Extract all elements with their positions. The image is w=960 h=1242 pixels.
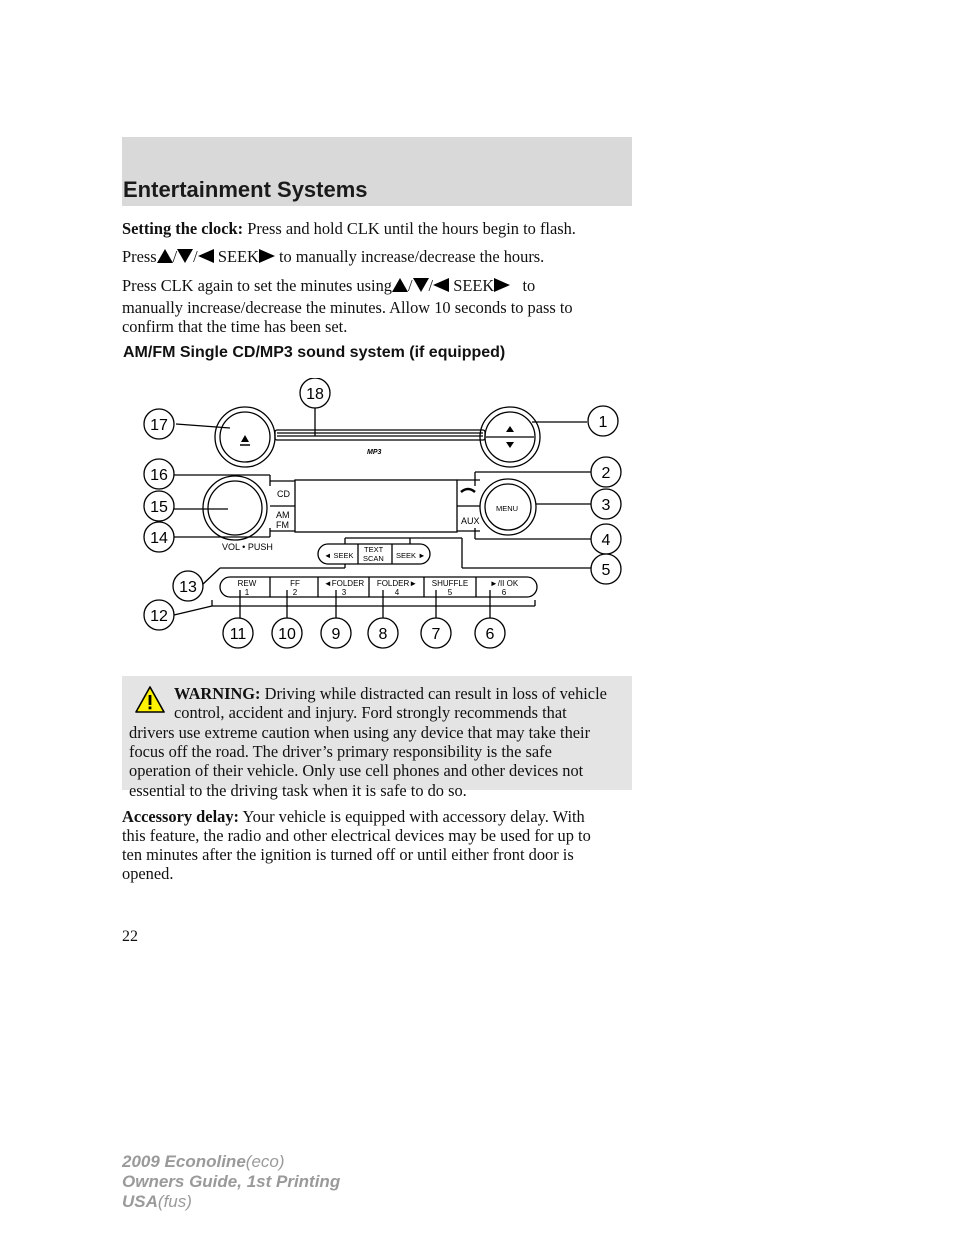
- preset-5-name: SHUFFLE: [431, 579, 469, 588]
- svg-text:3: 3: [601, 497, 611, 514]
- slash: /: [407, 276, 413, 295]
- svg-text:13: 13: [179, 579, 197, 596]
- footer-line2: Owners Guide, 1st Printing: [122, 1172, 341, 1191]
- svg-text:9: 9: [331, 626, 341, 643]
- preset-1-num: 1: [244, 588, 250, 597]
- svg-text:18: 18: [306, 386, 324, 403]
- clock-line5: confirm that the time has been set.: [122, 317, 348, 336]
- clock-line3-to: to: [522, 276, 536, 295]
- preset-3-name: ◄FOLDER: [323, 579, 365, 588]
- svg-text:7: 7: [431, 626, 441, 643]
- callout-8: [368, 618, 398, 648]
- svg-text:15: 15: [150, 499, 168, 516]
- seek-right-label: SEEK ►: [396, 551, 426, 560]
- preset-4-name: FOLDER►: [376, 579, 418, 588]
- eject-icon: [241, 435, 249, 442]
- clock-line2-text: to manually increase/decrease the hours.: [278, 247, 545, 266]
- clock-label: Setting the clock:: [122, 219, 244, 238]
- footer-model: 2009 Econoline: [122, 1152, 246, 1171]
- svg-text:17: 17: [150, 417, 168, 434]
- clock-line3-text: Press CLK again to set the minutes using: [122, 276, 392, 295]
- svg-text:6: 6: [485, 626, 495, 643]
- radio-diagram: [140, 378, 630, 668]
- clock-paragraph-line1: [122, 218, 576, 239]
- down-arrow-icon: [506, 442, 514, 448]
- cd-label: CD: [277, 489, 290, 499]
- warning-label: WARNING:: [174, 684, 261, 703]
- preset-5-num: 5: [447, 588, 453, 597]
- callout-15: [144, 491, 174, 521]
- right-arrow-icon: [494, 278, 510, 292]
- accessory-line3: ten minutes after the ignition is turned off or until either front door is: [122, 845, 574, 864]
- preset-6-name: ►/II OK: [489, 579, 519, 588]
- am-label: AM: [276, 510, 290, 520]
- clock-paragraph-line3: [122, 275, 535, 296]
- callout-4: [591, 524, 621, 554]
- svg-text:12: 12: [150, 608, 168, 625]
- section-title: AM/FM Single CD/MP3 sound system (if equipped): [123, 344, 506, 361]
- footer-model-code: (eco): [245, 1152, 285, 1171]
- preset-2-num: 2: [292, 588, 298, 597]
- clock-line1-text: Press and hold CLK until the hours begin to flash.: [247, 219, 576, 238]
- down-arrow-icon: [177, 249, 193, 263]
- svg-text:4: 4: [601, 532, 611, 549]
- callout-12: [144, 600, 174, 630]
- callout-5: [591, 554, 621, 584]
- clock-line2-seek: SEEK: [217, 247, 259, 266]
- mp3-label: MP3: [367, 449, 382, 456]
- preset-4-num: 4: [394, 588, 400, 597]
- warning-line2: control, accident and injury. Ford strongly recommends that: [174, 703, 567, 722]
- warning-line1-text: Driving while distracted can result in loss of vehicle: [264, 684, 607, 703]
- callout-16: [144, 459, 174, 489]
- scan-label: SCAN: [363, 554, 384, 563]
- accessory-line1-text: Your vehicle is equipped with accessory delay. With: [242, 807, 585, 826]
- menu-label: MENU: [496, 504, 519, 513]
- svg-text:11: 11: [229, 626, 247, 643]
- page-number: 22: [122, 928, 138, 945]
- svg-text:5: 5: [601, 562, 611, 579]
- warning-icon: [135, 686, 165, 713]
- warning-line6: essential to the driving task when it is safe to do so.: [129, 781, 467, 800]
- right-arrow-icon: [259, 249, 275, 263]
- svg-text:16: 16: [150, 467, 168, 484]
- warning-line1: [174, 683, 607, 704]
- preset-6-num: 6: [501, 588, 507, 597]
- left-arrow-icon: [433, 278, 449, 292]
- accessory-line1: [122, 806, 585, 827]
- warning-line5: operation of their vehicle. Only use cell phones and other devices not: [129, 761, 584, 780]
- warning-line3: drivers use extreme caution when using any device that may take their: [129, 723, 591, 742]
- accessory-line2: this feature, the radio and other electrical devices may be used for up to: [122, 826, 591, 845]
- preset-3-num: 3: [341, 588, 347, 597]
- left-arrow-icon: [198, 249, 214, 263]
- clock-line3-seek: SEEK: [453, 276, 495, 295]
- clock-line4: manually increase/decrease the minutes. Allow 10 seconds to pass to: [122, 298, 573, 317]
- slash: /: [428, 276, 434, 295]
- callout-6: [475, 618, 505, 648]
- callout-18: [300, 378, 330, 408]
- svg-text:2: 2: [601, 465, 611, 482]
- footer-market-code: (fus): [157, 1192, 192, 1211]
- seek-left-label: ◄ SEEK: [324, 551, 354, 560]
- footer-line3: [122, 1192, 192, 1212]
- accessory-label: Accessory delay:: [122, 807, 239, 826]
- down-arrow-icon: [413, 278, 429, 292]
- page-header-title: Entertainment Systems: [123, 177, 368, 202]
- callout-7: [421, 618, 451, 648]
- preset-2-name: FF: [290, 579, 300, 588]
- text-label: TEXT: [364, 545, 384, 554]
- svg-text:10: 10: [278, 626, 296, 643]
- svg-text:14: 14: [150, 530, 168, 547]
- phone-icon: [461, 489, 475, 492]
- display-panel: [295, 480, 457, 532]
- slash: /: [172, 247, 178, 266]
- fm-label: FM: [276, 520, 289, 530]
- callout-11: [223, 618, 253, 648]
- footer-line1: [122, 1152, 285, 1172]
- svg-text:1: 1: [598, 414, 608, 431]
- volume-knob: [203, 476, 267, 540]
- callout-3: [591, 489, 621, 519]
- footer-market: USA: [122, 1192, 158, 1211]
- vol-label: VOL • PUSH: [222, 542, 273, 552]
- slash: /: [193, 247, 198, 266]
- callout-17: [144, 409, 174, 439]
- svg-text:8: 8: [378, 626, 388, 643]
- up-arrow-icon: [506, 426, 514, 432]
- up-arrow-icon: [157, 249, 173, 263]
- warning-line4: focus off the road. The driver’s primary responsibility is the safe: [129, 742, 552, 761]
- callout-10: [272, 618, 302, 648]
- aux-label: AUX: [461, 516, 480, 526]
- callout-1: [588, 406, 618, 436]
- preset-1-name: REW: [237, 579, 257, 588]
- clock-line2-press: Press: [122, 247, 157, 266]
- clock-paragraph-line2: [122, 246, 544, 267]
- accessory-line4: opened.: [122, 864, 174, 883]
- callout-13: [173, 571, 203, 601]
- up-arrow-icon: [392, 278, 408, 292]
- callout-14: [144, 522, 174, 552]
- callout-2: [591, 457, 621, 487]
- cd-slot: [275, 430, 485, 440]
- callout-9: [321, 618, 351, 648]
